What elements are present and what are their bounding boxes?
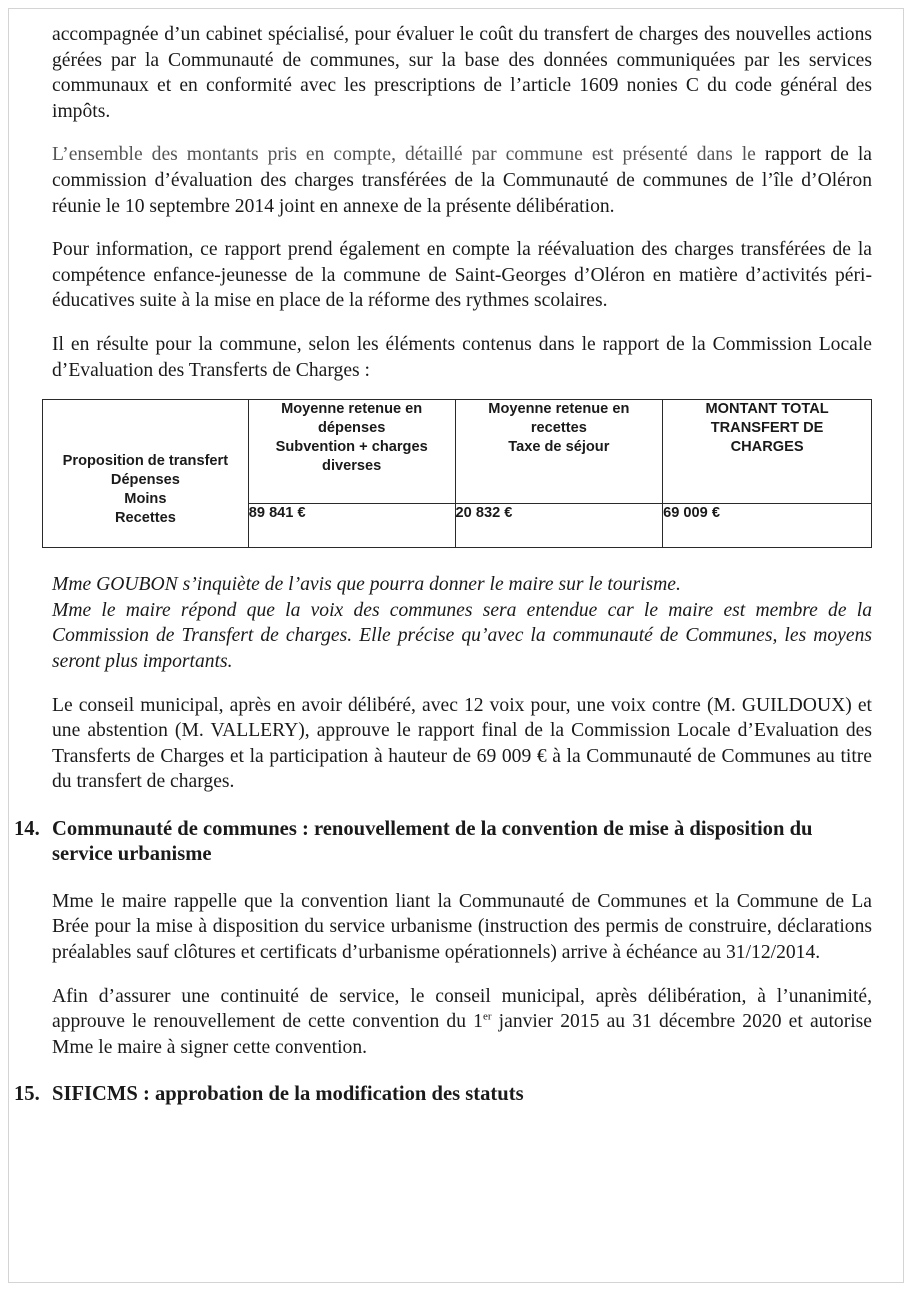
transfer-table xyxy=(42,399,872,548)
header-line: Subvention + charges xyxy=(275,439,428,456)
header-line: diverses xyxy=(322,458,382,475)
header-depenses xyxy=(248,400,455,504)
value-montant-total: 69 009 € xyxy=(663,503,872,547)
section-number: 15. xyxy=(14,1083,40,1106)
header-line: TRANSFERT DE xyxy=(710,420,824,437)
section-number: 14. xyxy=(14,817,40,840)
paragraph-information: Pour information, ce rapport prend également en compte la réévaluation des charges transférées de la compétence enfance-jeunesse de la commune de Saint-Georges d’Oléron en matière d’activités péri-éducatives suite à la mise en place de la réforme des rythmes scolaires. xyxy=(52,239,872,312)
value-depenses: 89 841 € xyxy=(248,503,455,547)
section-15-heading xyxy=(14,1082,872,1107)
section-14-heading xyxy=(14,817,872,867)
header-line: Taxe de séjour xyxy=(508,439,610,456)
header-line: CHARGES xyxy=(730,439,804,456)
renouvellement-text-a: Afin d’assurer une continuité de service, le conseil municipal, après délibération, à l’unanimité, approuve le renouvellement de cette convention du 1 xyxy=(52,985,872,1033)
paragraph-renouvellement xyxy=(52,984,872,1061)
paragraph-resultat: Il en résulte pour la commune, selon les éléments contenus dans le rapport de la Commission Locale d’Evaluation des Transferts de Charges : xyxy=(52,333,872,381)
row-header-cell xyxy=(43,400,249,548)
superscript-er: er xyxy=(482,1010,492,1023)
header-montant-total xyxy=(663,400,872,504)
paragraph-discussion xyxy=(52,572,872,674)
row-header-line: Dépenses xyxy=(110,472,180,489)
section-title: Communauté de communes : renouvellement de la convention de mise à disposition du service urbanisme xyxy=(52,817,813,865)
paragraph-montants-rest: rapport de la commission d’évaluation des charges transférées de la Communauté de communes de l’île d’Oléron réunie le 10 septembre 2014 joint en annexe de la présente délibération. xyxy=(52,144,872,217)
paragraph-montants-gray: L’ensemble des montants pris en compte, détaillé par commune est présenté dans le xyxy=(52,144,756,166)
discussion-goubon: Mme GOUBON s’inquiète de l’avis que pourra donner le maire sur le tourisme. xyxy=(52,574,681,596)
value-recettes: 20 832 € xyxy=(455,503,663,547)
header-line: Moyenne retenue en xyxy=(488,401,630,418)
header-line: Moyenne retenue en xyxy=(281,401,423,418)
section-title: SIFICMS : approbation de la modification des statuts xyxy=(52,1083,524,1106)
row-header-line: Moins xyxy=(124,491,167,508)
table-header-row xyxy=(43,400,872,504)
paragraph-convention: Mme le maire rappelle que la convention liant la Communauté de Communes et la Commune de La Brée pour la mise à disposition du service urbanisme (instruction des permis de construire, déclarations préalables sauf clôtures et certificats d’urbanisme opérationnels) arrive à échéance au 31/12/2014. xyxy=(52,890,872,964)
row-header-line: Proposition de transfert xyxy=(62,453,229,470)
header-line: MONTANT TOTAL xyxy=(705,401,829,418)
paragraph-deliberation: Le conseil municipal, après en avoir délibéré, avec 12 voix pour, une voix contre (M. GUILDOUX) et une abstention (M. VALLERY), approuve le rapport final de la Commission Locale d’Evaluation des Transferts de Charges et la participation à hauteur de 69 009 € à la Communauté de Communes au titre du transfert de charges. xyxy=(52,694,872,793)
paragraph-cabinet: accompagnée d’un cabinet spécialisé, pour évaluer le coût du transfert de charges des nouvelles actions gérées par la Communauté de communes, sur la base des données communiquées par les services communaux et en conformité avec les prescriptions de l’article 1609 nonies C du code général des impôts. xyxy=(52,24,872,122)
header-recettes xyxy=(455,400,663,504)
row-header-line: Recettes xyxy=(114,510,176,527)
discussion-maire: Mme le maire répond que la voix des communes sera entendue car le maire est membre de la Commission de Transfert de charges. Elle précise qu’avec la communauté de Communes, les moyens seront plus importants. xyxy=(52,599,872,672)
header-line: recettes xyxy=(530,420,587,437)
renouvellement-text-b: janvier 2015 au 31 décembre 2020 et autorise Mme le maire à signer cette convention. xyxy=(52,1011,872,1058)
paragraph-montants xyxy=(52,142,872,219)
header-line: dépenses xyxy=(318,420,386,437)
document-body xyxy=(14,22,872,1129)
